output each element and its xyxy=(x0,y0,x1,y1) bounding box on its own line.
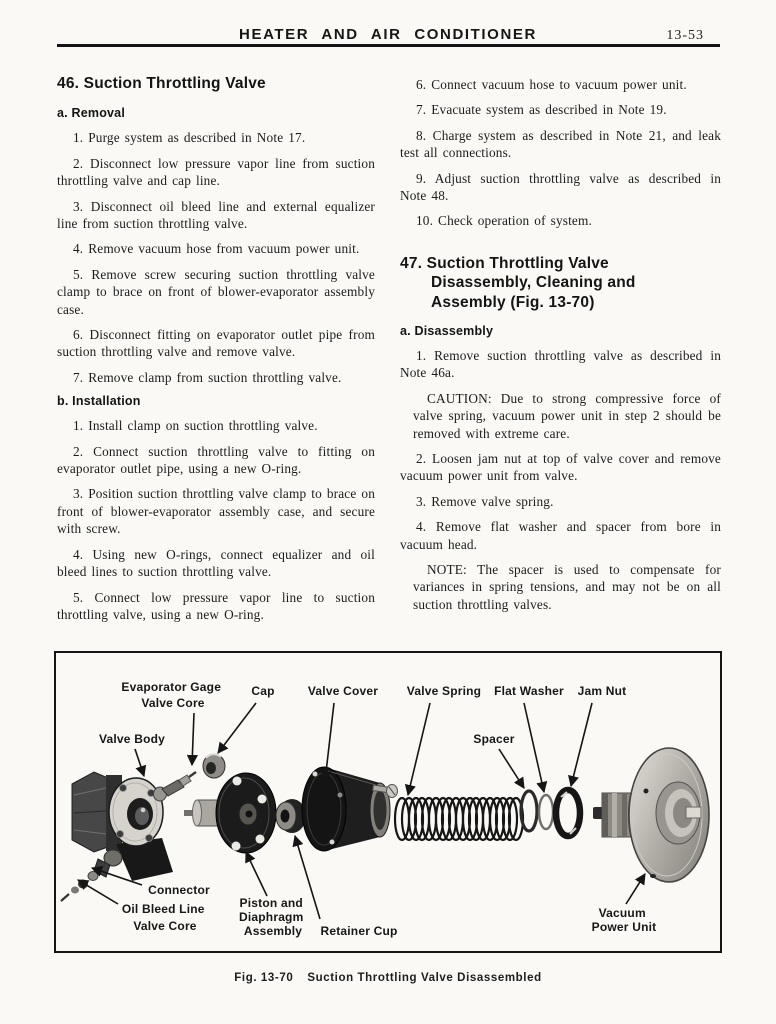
label-flat-washer: Flat Washer xyxy=(494,684,564,698)
header-rule xyxy=(57,44,720,47)
label-evaporator-gage-valve-core: Evaporator Gage Valve Core xyxy=(121,680,222,710)
label-jam-nut: Jam Nut xyxy=(577,684,627,698)
label-valve-body: Valve Body xyxy=(98,732,166,746)
label-cap: Cap xyxy=(251,684,275,698)
installation-step-5: 5. Connect low pressure vapor line to suction throttling valve, using a new O-ring. xyxy=(57,589,375,622)
label-vacuum-power-unit: Vacuum Power Unit xyxy=(591,906,657,934)
installation-step-2: 2. Connect suction throttling valve to fitting on evaporator outlet pipe, using a new O-ring. xyxy=(57,443,375,477)
installation-heading: b. Installation xyxy=(57,394,141,409)
label-oil-bleed-line-valve-core: Oil Bleed Line Valve Core xyxy=(121,902,205,933)
removal-step-4: 4. Remove vacuum hose from vacuum power unit. xyxy=(73,241,360,257)
removal-step-6-cont: 6. Connect vacuum hose to vacuum power unit. xyxy=(416,77,687,92)
removal-step-6: 6. Disconnect fitting on evaporator outlet pipe from suction throttling valve and remove valve. xyxy=(57,327,375,360)
page-number: 13-53 xyxy=(666,28,704,43)
removal-step-7: 7. Remove clamp from suction throttling valve. xyxy=(73,369,342,385)
left-column xyxy=(57,72,375,631)
figure-13-70 xyxy=(54,651,722,953)
disassembly-heading: a. Disassembly xyxy=(400,323,494,338)
evaporator-gage-valve-core-part xyxy=(154,772,197,801)
label-valve-cover: Valve Cover xyxy=(307,684,379,698)
retainer-cup-part xyxy=(276,799,306,833)
note-paragraph: NOTE: The spacer is used to compensate for variances in spring tensions, and may not be on all suction throttling valves. xyxy=(413,562,721,612)
removal-step-1: 1. Purge system as described in Note 17. xyxy=(73,130,306,146)
figure-title: Suction Throttling Valve Disassembled xyxy=(307,972,542,984)
installation-step-3: 3. Position suction throttling valve clamp to brace on front of blower-evaporator assembly case, and secure with screw. xyxy=(57,486,375,537)
piston-diaphragm-part xyxy=(184,773,276,853)
right-column xyxy=(400,76,721,621)
vacuum-power-unit-part xyxy=(593,748,709,882)
removal-step-8-cont: 8. Charge system as described in Note 21, and leak test all connections. xyxy=(400,127,721,161)
section-47-heading: 47. Suction Throttling Valve Disassembly, Cleaning and Assembly (Fig. 13-70) xyxy=(400,254,636,311)
label-connector: Connector xyxy=(148,883,210,897)
removal-step-7-cont: 7. Evacuate system as described in Note 19. xyxy=(416,102,667,118)
exploded-view-illustration xyxy=(56,653,720,951)
removal-step-9-cont: 9. Adjust suction throttling valve as described in Note 48. xyxy=(400,170,721,204)
disassembly-step-4: 4. Remove flat washer and spacer from bore in vacuum head. xyxy=(400,519,721,552)
disassembly-step-3: 3. Remove valve spring. xyxy=(416,493,554,509)
cap-part xyxy=(203,754,225,778)
installation-step-4: 4. Using new O-rings, connect equalizer and oil bleed lines to suction throttling valve. xyxy=(57,546,375,580)
removal-step-3: 3. Disconnect oil bleed line and external equalizer line from suction throttling valve. xyxy=(57,198,375,231)
removal-step-10-cont: 10. Check operation of system. xyxy=(416,213,592,229)
valve-spring-part xyxy=(395,798,523,840)
page-title: HEATER AND AIR CONDITIONER xyxy=(239,26,537,43)
disassembly-step-2: 2. Loosen jam nut at top of valve cover and remove vacuum power unit from valve. xyxy=(400,451,721,484)
label-valve-spring: Valve Spring xyxy=(406,684,482,698)
section-46-heading: 46. Suction Throttling Valve xyxy=(57,75,266,92)
installation-step-1: 1. Install clamp on suction throttling valve. xyxy=(73,418,318,434)
disassembly-step-1: 1. Remove suction throttling valve as described in Note 46a. xyxy=(400,347,721,381)
removal-step-2: 2. Disconnect low pressure vapor line from suction throttling valve and cap line. xyxy=(57,155,375,189)
valve-cover-part xyxy=(302,767,390,851)
removal-step-5: 5. Remove screw securing suction throttling valve clamp to brace on front of blower-evaporator assembly case. xyxy=(57,266,375,317)
label-retainer-cup: Retainer Cup xyxy=(320,924,398,938)
label-spacer: Spacer xyxy=(473,732,515,746)
figure-number: Fig. 13-70 xyxy=(234,972,294,984)
figure-caption xyxy=(0,972,776,984)
label-piston-and-diaphragm-assembly: Piston and Diaphragm Assembly xyxy=(238,896,304,938)
removal-heading: a. Removal xyxy=(57,106,126,121)
jam-nut-part xyxy=(556,790,580,836)
flat-washer-part xyxy=(539,795,553,829)
caution-paragraph: CAUTION: Due to strong compressive force of valve spring, vacuum power unit in step 2 should be removed with extreme care. xyxy=(413,390,721,441)
